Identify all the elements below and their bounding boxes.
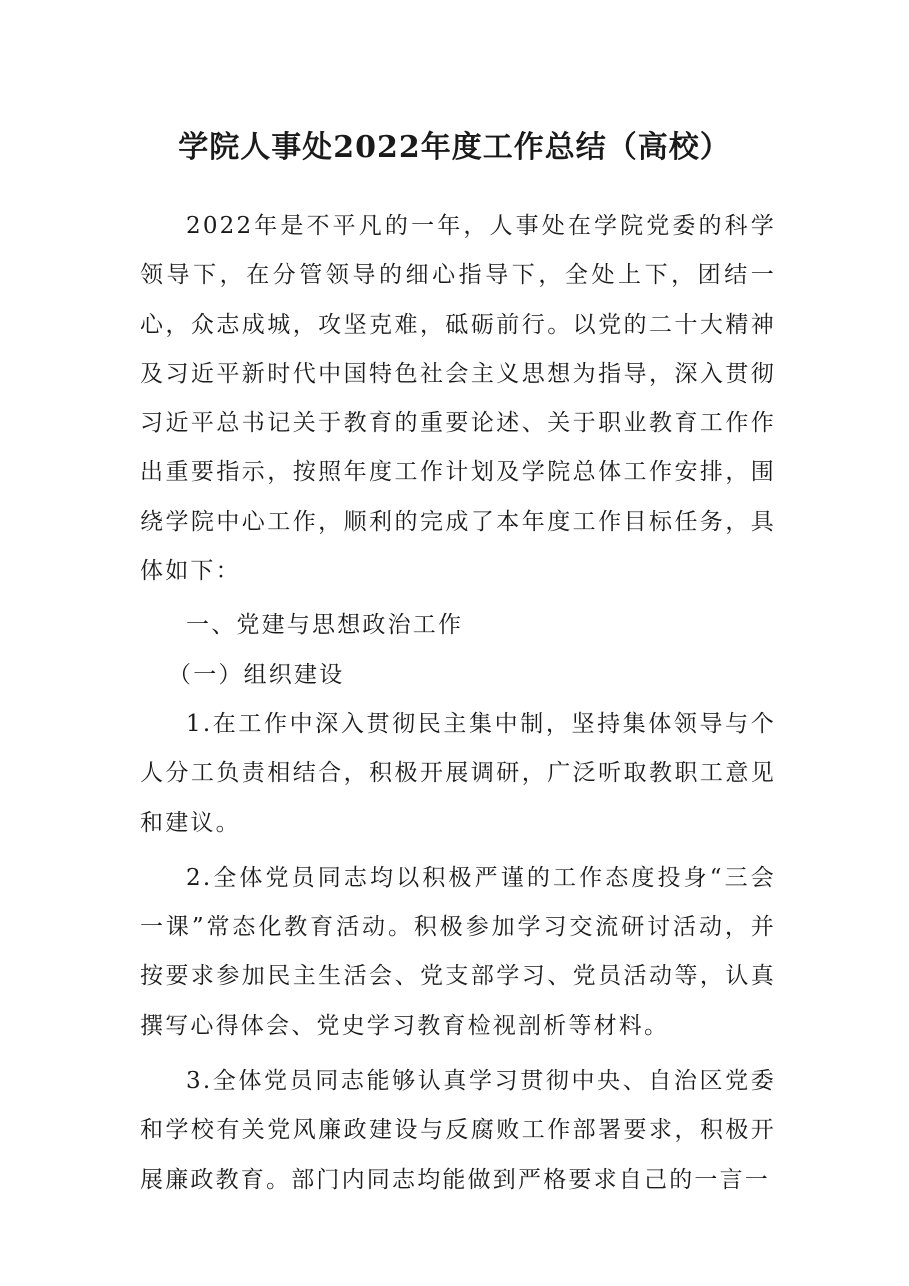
numbered-paragraph-1: 1.在工作中深入贯彻民主集中制，坚持集体领导与个人分工负责相结合，积极开展调研，广泛听取教职工意见和建议。 xyxy=(140,710,776,836)
numbered-paragraph-3: 3.全体党员同志能够认真学习贯彻中央、自治区党委和学校有关党风廉政建设与反腐败工作部署要求，积极开展廉政教育。部门内同志均能做到严格要求自己的一言一 xyxy=(140,1068,776,1193)
section-heading-party-building: 一、党建与思想政治工作 xyxy=(186,612,464,639)
document-title: 学院人事处2022年度工作总结（高校） xyxy=(178,130,731,165)
subsection-heading-organization: （一）组织建设 xyxy=(168,661,345,688)
intro-paragraph: 2022年是不平凡的一年，人事处在学院党委的科学领导下，在分管领导的细心指导下，全处上下，团结一心，众志成城，攻坚克难，砥砺前行。以党的二十大精神及习近平新时代中国特色社会主义思想为指导，深入贯彻习近平总书记关于教育的重要论述、关于职业教育工作作出重要指示，按照年度工作计划及学院总体工作安排，围绕学院中心工作，顺利的完成了本年度工作目标任务，具体如下： xyxy=(140,213,776,585)
numbered-paragraph-2: 2.全体党员同志均以积极严谨的工作态度投身“三会一课”常态化教育活动。积极参加学习交流研讨活动，并按要求参加民主生活会、党支部学习、党员活动等，认真撰写心得体会、党史学习教育检视剖析等材料。 xyxy=(140,864,776,1039)
document-body xyxy=(140,202,776,1205)
